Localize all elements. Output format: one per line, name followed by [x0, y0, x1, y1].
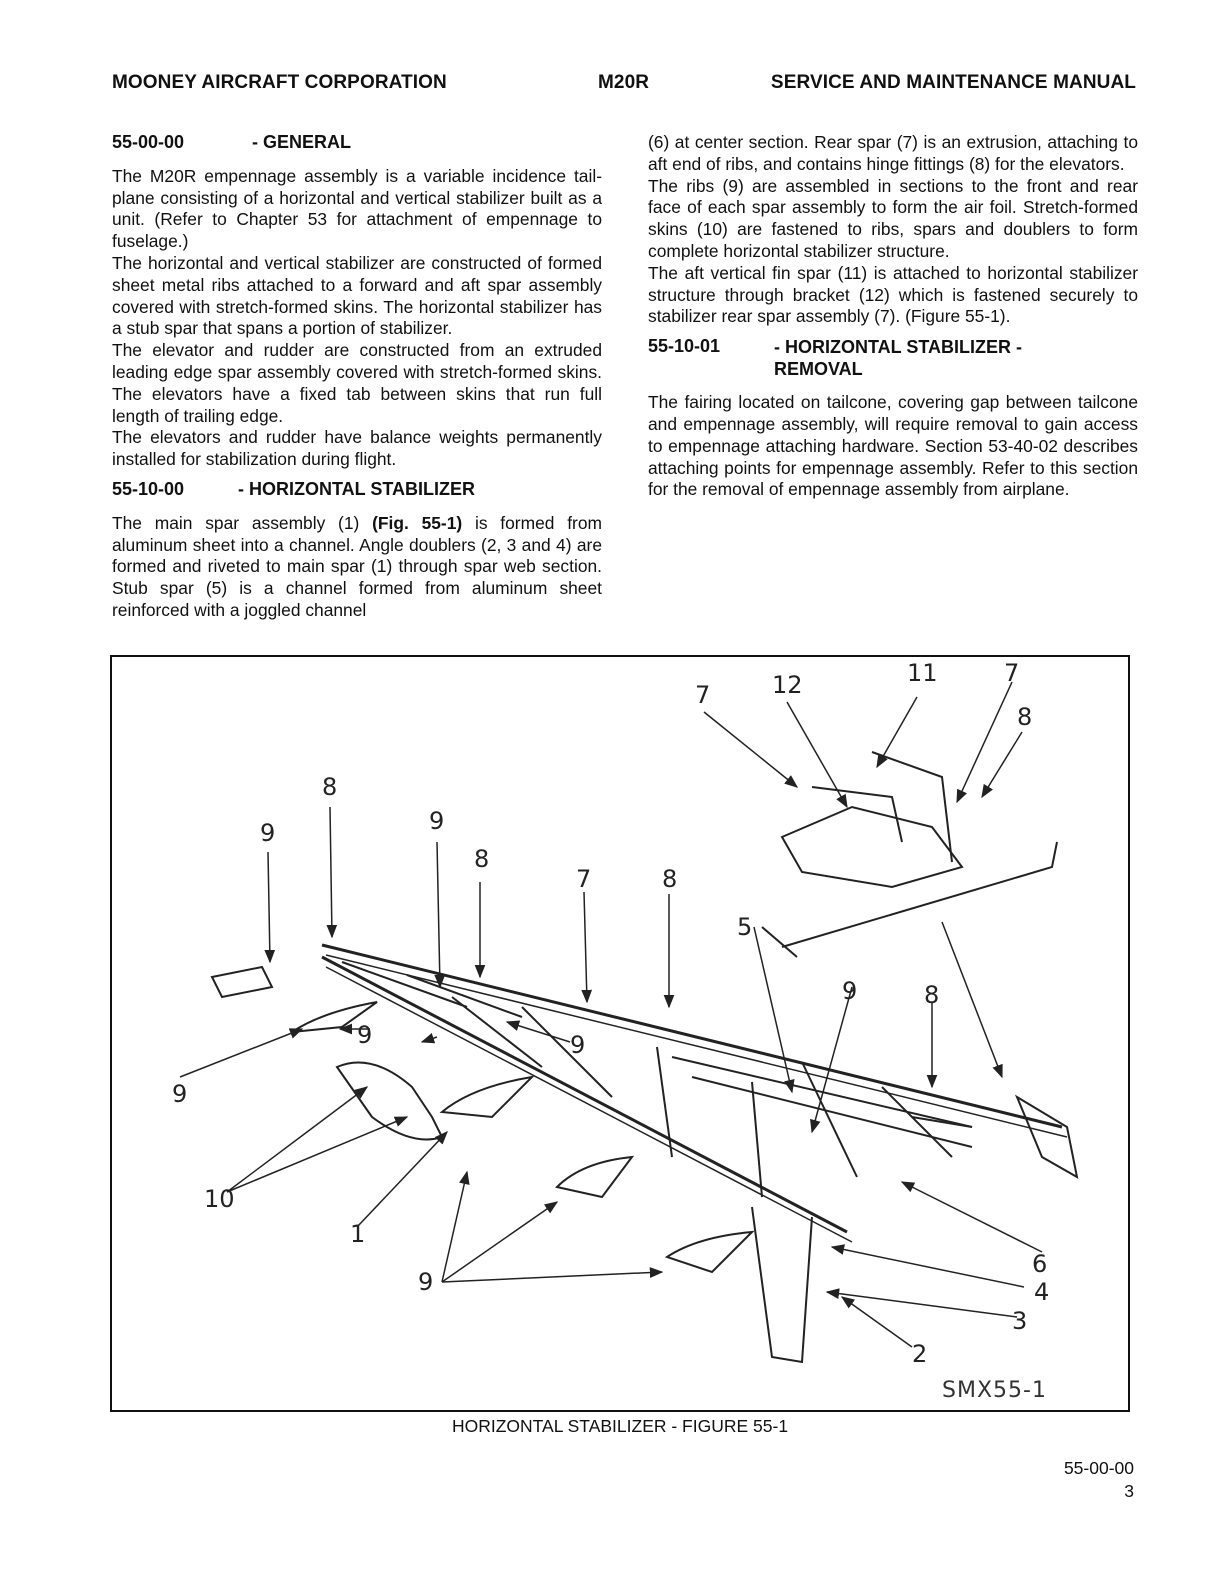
section-heading-general: [112, 132, 602, 154]
page-number: 3: [1124, 1481, 1134, 1501]
section-title-line-2: REMOVAL: [774, 359, 863, 380]
section-title: [774, 336, 1022, 380]
text-run: is formed from aluminum sheet into a channel. Angle doublers (2, 3 and 4) are formed and riveted to main spar (1) through spar web section. Stub spar (5) is a channel formed from aluminum sheet reinforced with a joggled channel: [112, 512, 602, 620]
header-model: M20R: [598, 72, 650, 93]
paragraph: The elevators and rudder have balance weights permanently installed for stabilization during flight.: [112, 427, 602, 470]
header-manual-title: SERVICE AND MAINTENANCE MANUAL: [770, 72, 1136, 93]
figure-caption: [0, 1416, 1220, 1437]
callout-2: 2: [912, 1340, 928, 1368]
paragraph: The ribs (9) are assembled in sections to the front and rear face of each spar assembly to form the air foil. Stretch-formed skins (10) are fastened to ribs, spars and doublers to form complete horizontal stabilizer structure.: [648, 175, 1138, 261]
callout-9: 9: [842, 977, 858, 1005]
callout-6: 6: [1032, 1250, 1048, 1278]
section-title-line-1: - HORIZONTAL STABILIZER -: [774, 337, 1022, 358]
section-heading-removal: [648, 336, 1138, 380]
callout-8: 8: [322, 773, 338, 801]
section-number: 55-10-01: [648, 336, 721, 357]
page-section-number: 55-00-00: [1063, 1458, 1134, 1478]
paragraph: The horizontal and vertical stabilizer are constructed of formed sheet metal ribs attached to a forward and aft spar assembly covered with stretch-formed skins. The horizontal stabilizer has a stub spar that spans a portion of stabilizer.: [112, 252, 602, 339]
left-column: [112, 132, 602, 622]
paragraph: The M20R empennage assembly is a variable incidence tail-plane consisting of a horizontal and vertical stabilizer built as a unit. (Refer to Chapter 53 for attachment of empennage to fuselage.): [112, 165, 602, 252]
paragraph: The fairing located on tailcone, covering gap between tailcone and empennage assembly, will require removal to gain access to empennage attaching hardware. Section 53-40-02 describes attaching points for empennage assembly. Refer to this section for the removal of empennage assembly from airplane.: [648, 392, 1138, 500]
text-run: The main spar assembly (1): [112, 512, 373, 533]
figure-reference: (Fig. 55-1): [372, 512, 463, 533]
callout-7: 7: [1004, 659, 1020, 687]
paragraph: The aft vertical fin spar (11) is attached to horizontal stabilizer structure through bracket (12) which is fastened securely to stabilizer rear spar assembly (7). (Figure 55-1).: [648, 262, 1138, 327]
callout-8: 8: [474, 845, 490, 873]
callout-12: 12: [772, 671, 803, 699]
callout-8: 8: [924, 981, 940, 1009]
callout-9: 9: [357, 1021, 373, 1049]
callout-9: 9: [418, 1268, 434, 1296]
callout-8: 8: [1017, 703, 1033, 731]
callout-7: 7: [576, 865, 592, 893]
figure-caption-text: HORIZONTAL STABILIZER - FIGURE 55-1: [451, 1416, 789, 1436]
header-company: MOONEY AIRCRAFT CORPORATION: [112, 72, 447, 93]
callout-11: 11: [907, 659, 938, 687]
callout-9: 9: [172, 1080, 188, 1108]
callout-10: 10: [204, 1185, 235, 1213]
drawing-id: SMX55-1: [942, 1378, 1047, 1403]
section-title: - GENERAL: [252, 132, 351, 152]
callout-9: 9: [570, 1031, 586, 1059]
callout-9: 9: [260, 819, 276, 847]
section-number: 55-10-00: [112, 478, 185, 499]
callout-8: 8: [662, 865, 678, 893]
section-heading-horizontal-stabilizer: [112, 479, 602, 501]
stabilizer-drawing: [112, 657, 1128, 1410]
paragraph: (6) at center section. Rear spar (7) is an extrusion, attaching to aft end of ribs, and contains hinge fittings (8) for the elevators.: [648, 132, 1138, 174]
section-number: 55-00-00: [112, 132, 185, 152]
leader-lines: [180, 682, 1042, 1347]
paragraph: [112, 513, 602, 622]
callout-9: 9: [429, 807, 445, 835]
section-title: - HORIZONTAL STABILIZER: [238, 478, 475, 499]
callout-1: 1: [350, 1220, 366, 1248]
callout-5: 5: [737, 913, 753, 941]
callout-4: 4: [1034, 1278, 1050, 1306]
callout-3: 3: [1012, 1307, 1028, 1335]
paragraph: The elevator and rudder are constructed from an extruded leading edge spar assembly covered with stretch-formed skins. The elevators have a fixed tab between skins that run full length of trailing edge.: [112, 340, 602, 426]
right-column: [648, 132, 1138, 501]
figure-55-1: [110, 655, 1130, 1412]
callout-7: 7: [695, 681, 711, 709]
